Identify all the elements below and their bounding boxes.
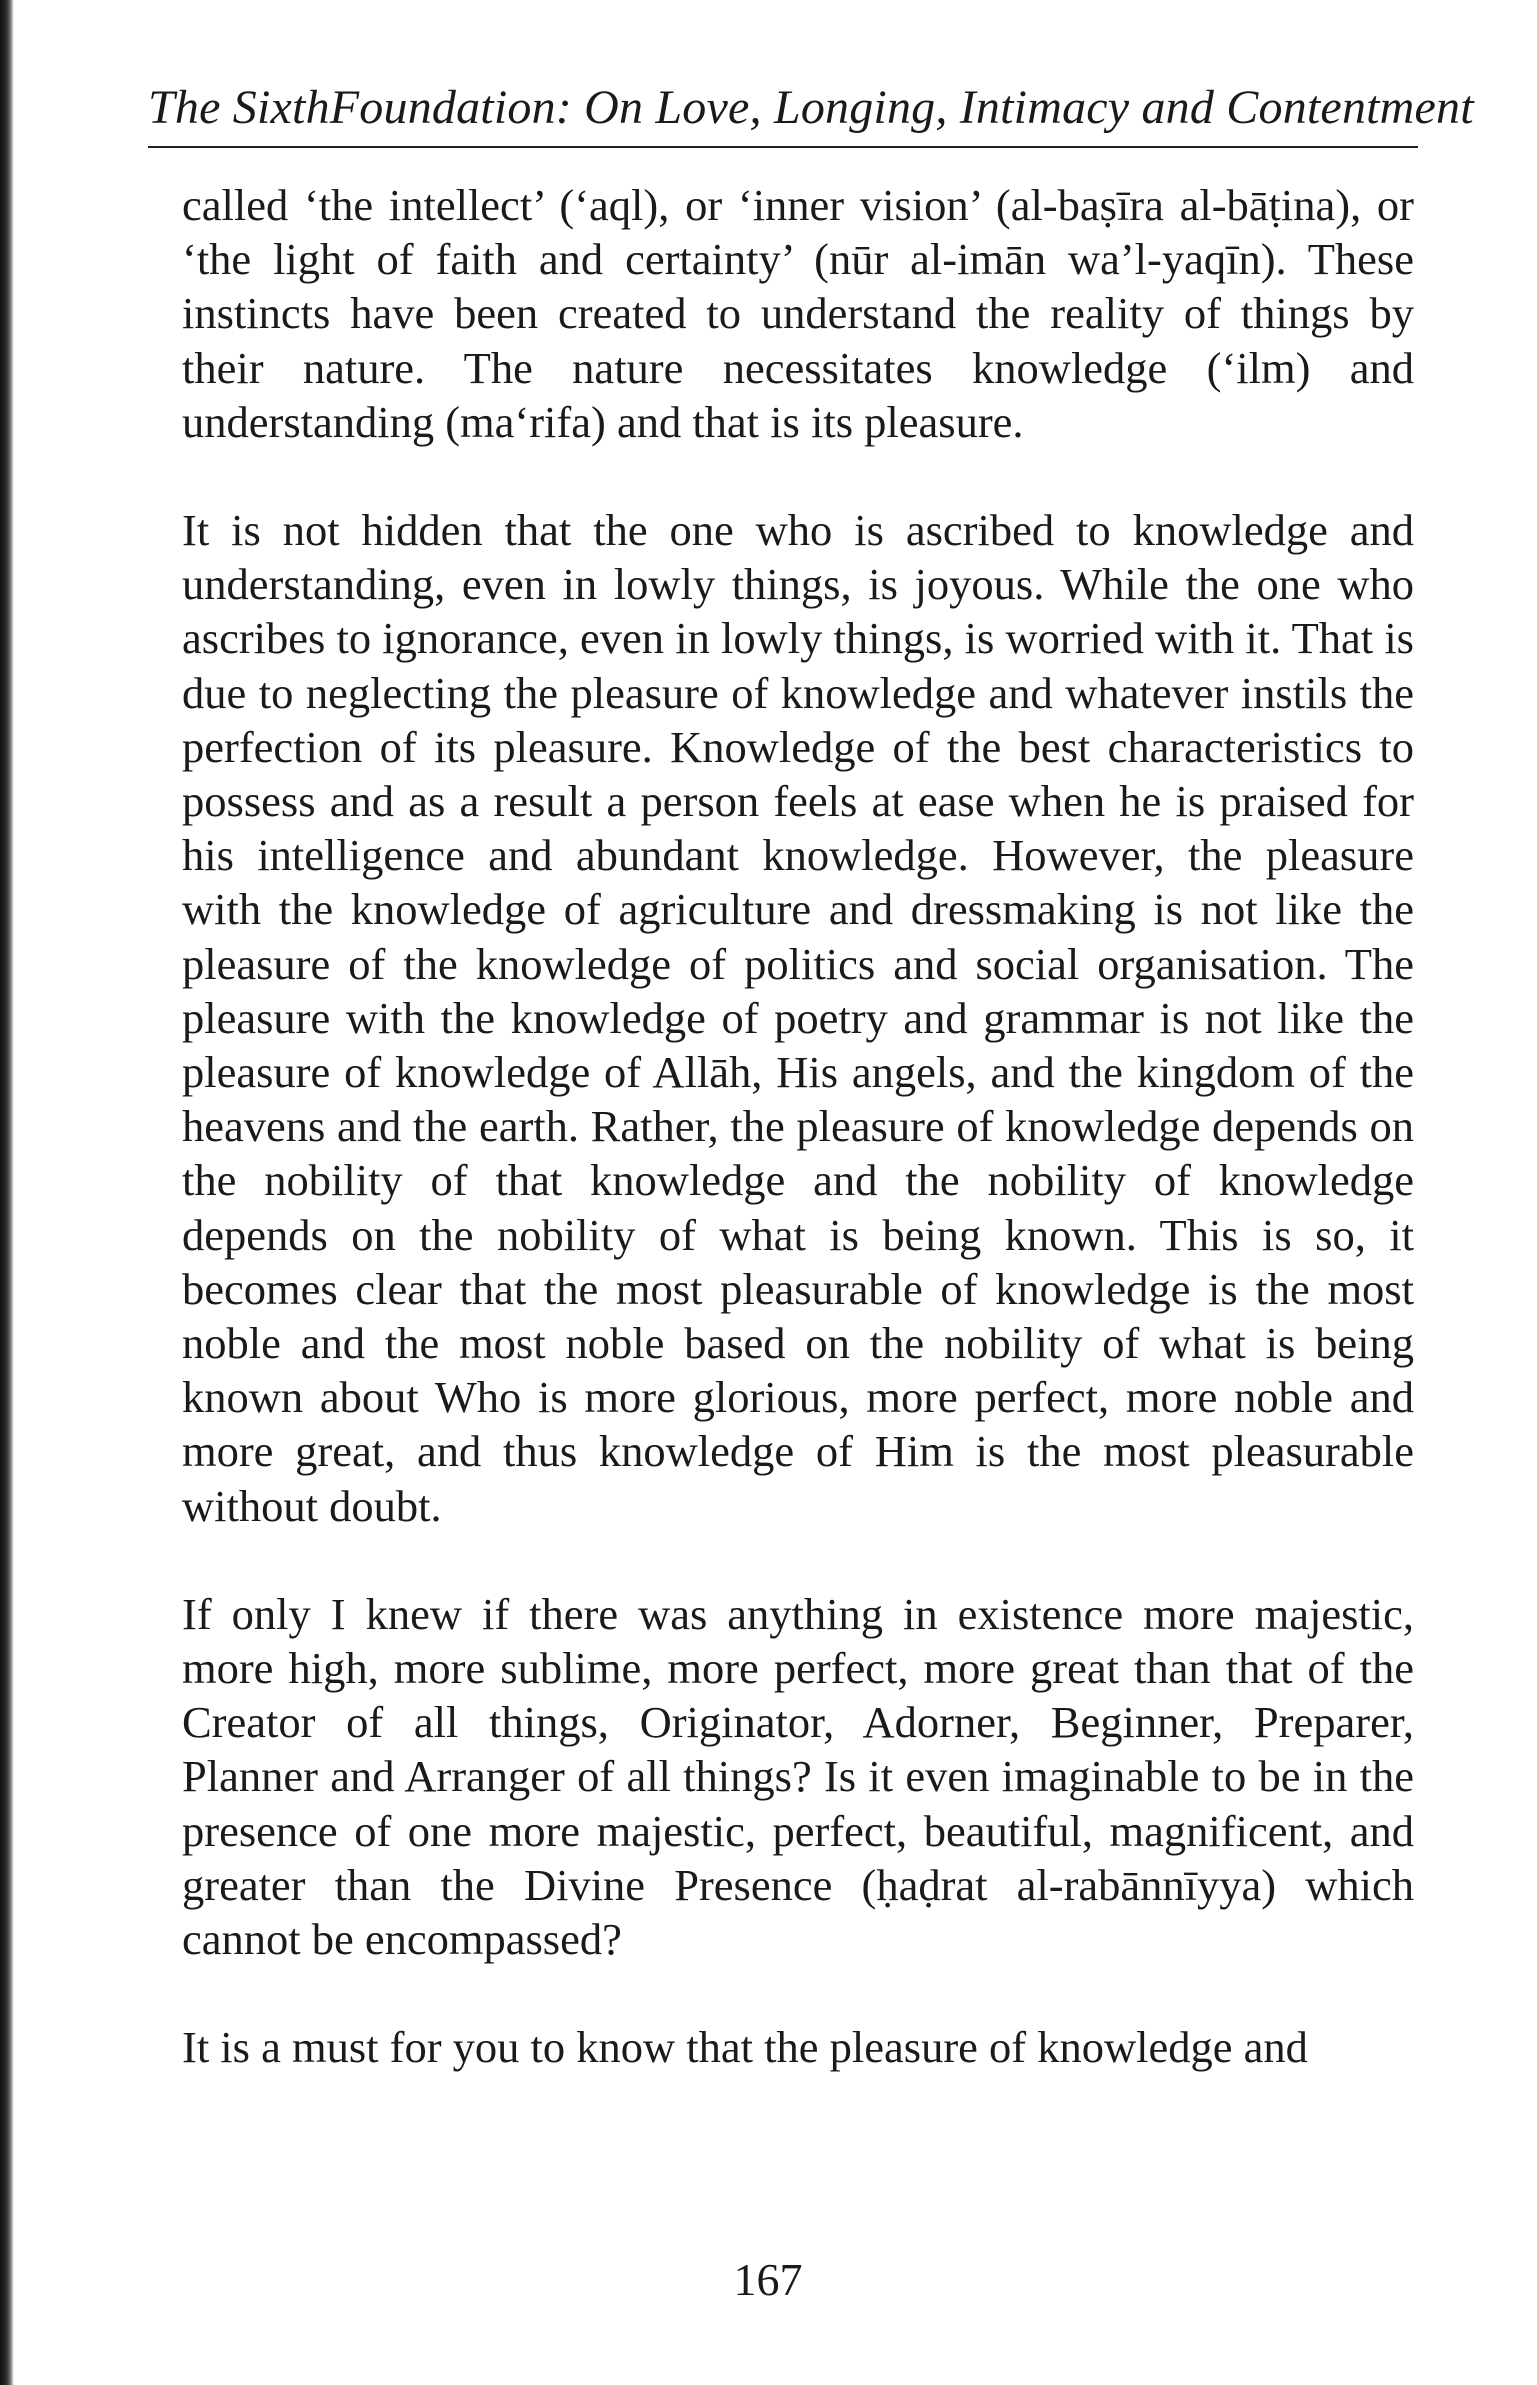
running-head: The SixthFoundation: On Love, Longing, Intimacy and Contentment bbox=[148, 81, 1474, 134]
body-text bbox=[182, 178, 1414, 2075]
page-number: 167 bbox=[733, 2254, 803, 2305]
paragraph-1: called ‘the intellect’ (‘aql), or ‘inner vision’ (al-baṣīra al-bāṭina), or ‘the light of faith and certainty’ (nūr al-imān wa’l-yaqīn). These instincts have been created to understand the reality of things by their nature. The nature necessitates knowledge (‘ilm) and understanding (ma‘rifa) and that is its pleasure. bbox=[182, 180, 1414, 447]
paragraph-2: It is not hidden that the one who is ascribed to knowledge and understanding, even in lowly things, is joyous. While the one who ascribes to ignorance, even in lowly things, is worried with it. That is due to neglecting the pleasure of knowledge and whatever instils the perfection of its pleasure. Knowledge of the best characteristics to possess and as a result a person feels at ease when he is praised for his intelligence and abundant knowledge. However, the pleasure with the knowledge of agriculture and dressmaking is not like the pleasure of the knowledge of politics and social organisation. The pleasure with the knowledge of poetry and grammar is not like the pleasure of knowledge of Allāh, His angels, and the kingdom of the heavens and the earth. Rather, the pleasure of knowledge depends on the nobility of that knowledge and the nobility of knowledge depends on the nobility of what is being known. This is so, it becomes clear that the most pleasurable of knowledge is the most noble and the most noble based on the nobility of what is being known about Who is more glorious, more perfect, more noble and more great, and thus knowledge of Him is the most pleasurable without doubt. bbox=[182, 505, 1414, 1531]
paragraph-3: If only I knew if there was anything in existence more majestic, more high, more sublime, more perfect, more great than that of the Creator of all things, Originator, Adorner, Beginner, Preparer, Planner and Arranger of all things? Is it even imaginable to be in the presence of one more majestic, perfect, beautiful, magnificent, and greater than the Divine Presence (ḥaḍrat al-rabānnīyya) which cannot be encompassed? bbox=[182, 1588, 1414, 1965]
header-rule bbox=[148, 146, 1418, 148]
page-binding-edge bbox=[0, 0, 14, 2385]
paragraph-4: It is a must for you to know that the pleasure of knowledge and bbox=[182, 2022, 1308, 2073]
